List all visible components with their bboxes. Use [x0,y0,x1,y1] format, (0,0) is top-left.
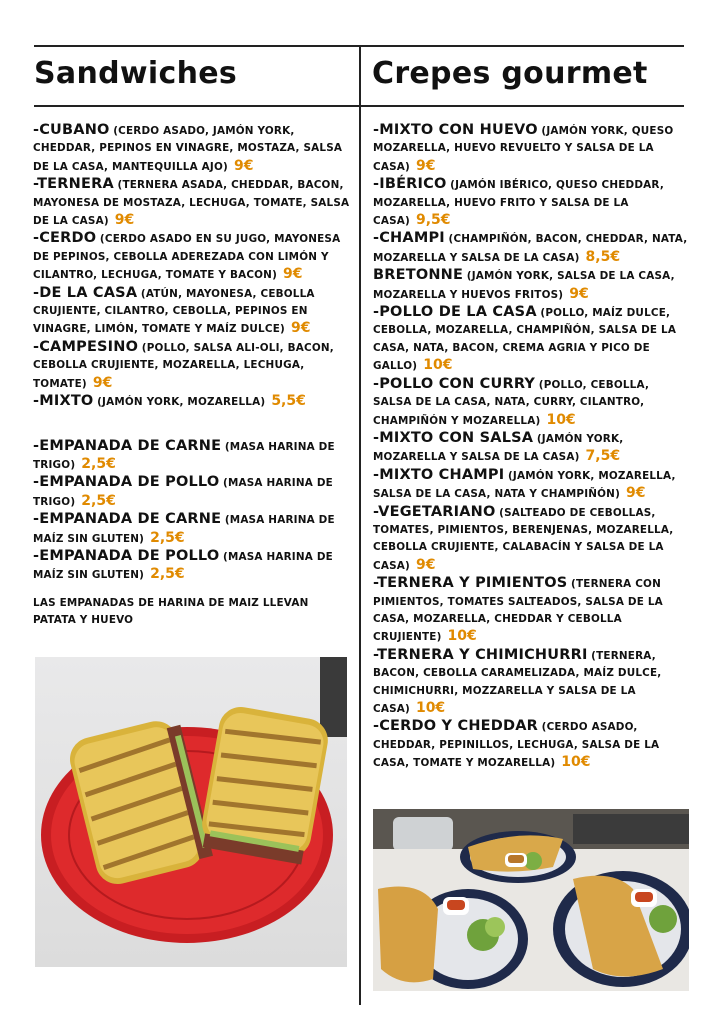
crepe-item-price: 8,5€ [585,248,621,265]
crepe-item [373,176,691,230]
crepe-item-description: (JAMÓN IBÉRICO, QUESO CHEDDAR, MOZARELLA, HUEVO FRITO Y SALSA DE LA CASA) [373,179,664,228]
crepe-item [373,575,691,647]
sandwich-item-description: (CERDO ASADO EN SU JUGO, MAYONESA DE PEPINOS, CEBOLLA ADEREZADA CON LIMÓN Y CILANTRO, LECHUGA, TOMATE Y BACON) [33,233,341,282]
sandwich-item-price: 9€ [233,157,254,174]
crepe-item-name: -MIXTO CHAMPI [373,466,505,483]
sandwich-item-name: -DE LA CASA [33,284,138,301]
crepe-item-name: -IBÉRICO [373,176,447,193]
crepes-illustration [373,809,689,991]
crepes-photo [373,809,689,991]
sandwich-photo [35,657,347,967]
sandwich-item-price: 9€ [114,212,135,229]
crepe-item-price: 10€ [561,754,591,771]
sandwich-item-description: (CERDO ASADO, JAMÓN YORK, CHEDDAR, PEPINOS EN VINAGRE, MOSTAZA, SALSA DE LA CASA, MANTEQUILLA AJO) [33,125,343,173]
crepe-item-description: (JAMÓN YORK, QUESO MOZARELLA, HUEVO REVUELTO Y SALSA DE LA CASA) [373,125,674,173]
crepe-item-name: -POLLO CON CURRY [373,375,536,392]
empanada-item-price: 2,5€ [81,455,116,472]
empanada-item-name: -EMPANADA DE CARNE [33,437,222,454]
crepe-item-name: -CERDO Y CHEDDAR [373,718,539,735]
empanada-item-price: 2,5€ [81,492,116,509]
empanada-item-name: -EMPANADA DE POLLO [33,547,220,564]
crepe-item-description: (POLLO, CEBOLLA, SALSA DE LA CASA, NATA, CURRY, CILANTRO, CHAMPIÑÓN Y MOZARELLA) [373,378,650,427]
crepe-item-price: 9€ [415,157,436,174]
empanada-item-name: -EMPANADA DE CARNE [33,511,222,528]
empanada-item-name: -EMPANADA DE POLLO [33,474,220,491]
sandwich-item [33,122,355,176]
crepe-list [373,122,691,773]
crepe-item-description: (JAMÓN YORK, MOZARELLA Y SALSA DE LA CASA) [373,432,624,464]
crepe-item-price: 9,5€ [415,212,451,229]
crepe-item-price: 10€ [415,700,446,716]
crepe-item [373,304,691,376]
crepes-title: Crepes gourmet [372,56,648,91]
crepe-item-name: -TERNERA Y CHIMICHURRI [373,646,588,663]
sandwich-list [33,122,355,412]
crepes-column [373,122,691,773]
sandwich-item-description: (TERNERA ASADA, CHEDDAR, BACON, MAYONESA DE MOSTAZA, LECHUGA, TOMATE, SALSA DE LA CASA) [33,179,350,228]
crepe-item-name: -MIXTO CON SALSA [373,429,534,446]
empanada-item-price: 2,5€ [150,566,185,583]
crepe-item-description: (JAMÓN YORK, SALSA DE LA CASA, MOZARELLA Y HUEVOS FRITOS) [373,270,675,301]
crepe-item [373,430,691,467]
crepe-item-price: 9€ [569,285,589,302]
crepe-item [373,504,691,576]
crepe-item-name: -TERNERA Y PIMIENTOS [373,575,568,592]
empanada-item [33,548,355,585]
crepe-item-description: (CERDO ASADO, CHEDDAR, PEPINILLOS, LECHUGA, SALSA DE LA CASA, TOMATE Y MOZARELLA) [373,721,660,770]
sandwich-item-name: -CERDO [33,230,97,247]
crepe-item [373,376,691,430]
empanada-list [33,438,355,585]
crepe-item-price: 10€ [447,628,477,645]
sandwiches-title: Sandwiches [34,56,238,91]
crepe-item-description: (TERNERA CON PIMIENTOS, TOMATES SALTEADOS, SALSA DE LA CASA, MOZARELLA, CHEDDAR Y CEBOLLA CRUJIENTE) [373,578,663,644]
sandwich-item-name: -TERNERA [33,176,114,193]
sandwich-item-description: (ATÚN, MAYONESA, CEBOLLA CRUJIENTE, CILANTRO, CEBOLLA, PEPINOS EN VINAGRE, LIMÓN, TOMATE Y MAÍZ DULCE) [33,287,315,336]
sandwich-item-price: 9€ [290,320,311,337]
crepe-item-name: -CHAMPI [373,230,445,247]
empanadas-note: LAS EMPANADAS DE HARINA DE MAIZ LLEVAN PATATA Y HUEVO [33,596,309,627]
crepe-item [373,230,691,267]
sandwich-item-price: 9€ [283,266,303,283]
sandwich-item [33,393,355,411]
crepe-item-price: 10€ [546,411,576,428]
sandwich-illustration [35,657,347,967]
crepe-item-name: -MIXTO CON HUEVO [373,122,538,138]
crepe-item-price: 9€ [415,556,436,573]
crepe-item [373,467,691,504]
sandwich-item-price: 9€ [92,374,113,391]
sandwich-item [33,230,355,284]
sandwich-item [33,285,355,339]
crepe-item-description: (TERNERA, BACON, CEBOLLA CARAMELIZADA, MAÍZ DULCE, CHIMICHURRI, MOZZARELLA Y SALSA DE LA CASA) [373,649,662,715]
crepe-item-description: (SALTEADO DE CEBOLLAS, TOMATES, PIMIENTOS, BERENJENAS, MOZARELLA, CEBOLLA CRUJIENTE, CALABACÍN Y SALSA DE LA CASA) [373,506,674,572]
sandwich-item [33,339,355,393]
crepe-item-description: (JAMÓN YORK, MOZARELLA, SALSA DE LA CASA, NATA Y CHAMPIÑÓN) [373,469,676,501]
crepe-item-price: 9€ [626,485,646,502]
crepe-item-name: BRETONNE [373,267,464,284]
crepe-item [373,267,691,304]
sandwich-item-price: 5,5€ [271,393,306,410]
sandwiches-column [33,122,355,630]
empanada-item-description: (MASA HARINA DE MAÍZ SIN GLUTEN) [33,514,335,545]
empanada-item [33,511,355,548]
sandwich-item-name: -CAMPESINO [33,338,139,355]
sandwich-item-description: (JAMÓN YORK, MOZARELLA) [97,396,266,409]
empanada-item-description: (MASA HARINA DE TRIGO) [33,477,333,508]
sandwich-item-name: -MIXTO [33,393,94,410]
crepe-item-price: 7,5€ [585,448,621,465]
sandwich-item-name: -CUBANO [33,122,110,138]
empanada-item-price: 2,5€ [150,529,185,546]
column-divider [359,45,361,1005]
empanada-item [33,474,355,511]
crepe-item [373,122,691,176]
sandwich-item [33,176,355,230]
crepe-item [373,718,691,772]
crepe-item-name: -POLLO DE LA CASA [373,304,537,321]
crepe-item-name: -VEGETARIANO [373,503,496,520]
crepe-item [373,647,691,719]
crepe-item-description: (POLLO, MAÍZ DULCE, CEBOLLA, MOZARELLA, CHAMPIÑÓN, SALSA DE LA CASA, NATA, BACON, CREMA AGRIA Y PICO DE GALLO) [373,307,677,373]
empanada-item-description: (MASA HARINA DE MAÍZ SIN GLUTEN) [33,550,333,582]
empanada-item-description: (MASA HARINA DE TRIGO) [33,440,335,471]
crepe-item-price: 10€ [423,357,453,374]
crepe-item-description: (CHAMPIÑÓN, BACON, CHEDDAR, NATA, MOZARELLA Y SALSA DE LA CASA) [373,233,688,264]
empanada-item [33,438,355,475]
sandwich-item-description: (POLLO, SALSA ALI-OLI, BACON, CEBOLLA CRUJIENTE, MOZARELLA, LECHUGA, TOMATE) [33,341,334,390]
